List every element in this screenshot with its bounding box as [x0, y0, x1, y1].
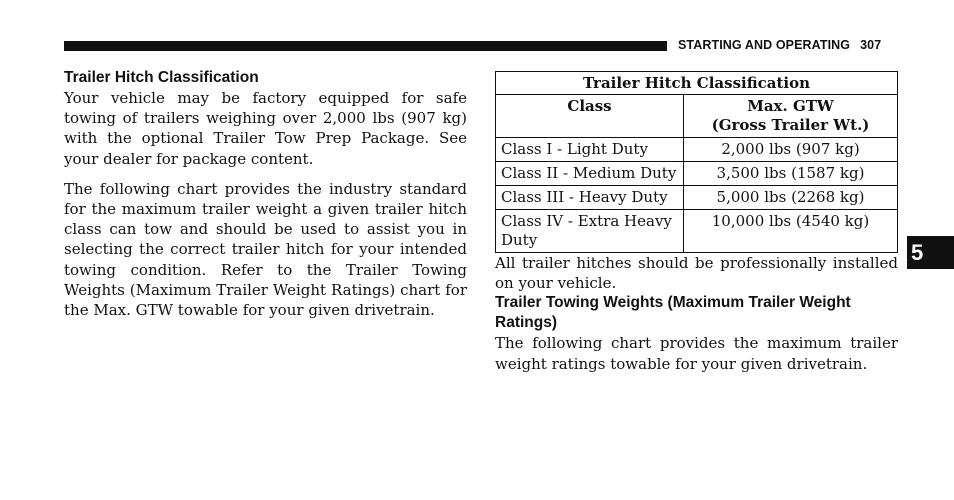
chapter-tab: 5 [907, 236, 954, 269]
table-header-row [496, 95, 898, 138]
class-cell: Class I - Light Duty [496, 138, 684, 162]
table-row [496, 210, 898, 253]
column-header-gtw [684, 95, 898, 138]
left-column [64, 68, 467, 320]
table-row [496, 138, 898, 162]
gtw-header-line1: Max. GTW [747, 97, 834, 115]
paragraph-towing-chart: The following chart provides the maximum trailer weight ratings towable for your given drivetrain. [495, 334, 898, 373]
hitch-classification-table [495, 71, 898, 253]
gtw-header-line2: (Gross Trailer Wt.) [711, 116, 870, 134]
table-row [496, 162, 898, 186]
section-heading-hitch: Trailer Hitch Classification [64, 69, 259, 86]
table-caption: Trailer Hitch Classification [496, 72, 898, 95]
table-caption-row [496, 72, 898, 95]
paragraph-intro: Your vehicle may be factory equipped for safe towing of trailers weighing over 2,000 lbs (907 kg) with the optional Trailer Tow Prep Package. See your dealer for package content. [64, 89, 467, 168]
header-rule [64, 41, 667, 51]
page-number: 307 [860, 38, 882, 52]
gtw-cell: 2,000 lbs (907 kg) [684, 138, 898, 162]
running-head [678, 38, 881, 52]
section-heading-towing-weights: Trailer Towing Weights (Maximum Trailer Weight Ratings) [495, 294, 851, 332]
table-row [496, 186, 898, 210]
column-header-class: Class [496, 95, 684, 138]
gtw-cell: 5,000 lbs (2268 kg) [684, 186, 898, 210]
gtw-cell: 3,500 lbs (1587 kg) [684, 162, 898, 186]
section-title: STARTING AND OPERATING [678, 38, 851, 52]
class-cell: Class IV - Extra Heavy Duty [496, 210, 684, 253]
class-cell: Class III - Heavy Duty [496, 186, 684, 210]
paragraph-installation: All trailer hitches should be professionally installed on your vehicle. [495, 254, 898, 293]
class-cell: Class II - Medium Duty [496, 162, 684, 186]
paragraph-chart-info: The following chart provides the industry standard for the maximum trailer weight a given trailer hitch class can tow and should be used to assist you in selecting the correct trailer hitch for your intended towing condition. Refer to the Trailer Towing Weights (Maximum Trailer Weight Ratings) chart for the Max. GTW towable for your given drivetrain. [64, 179, 467, 320]
gtw-cell: 10,000 lbs (4540 kg) [684, 210, 898, 253]
right-column [495, 71, 898, 374]
